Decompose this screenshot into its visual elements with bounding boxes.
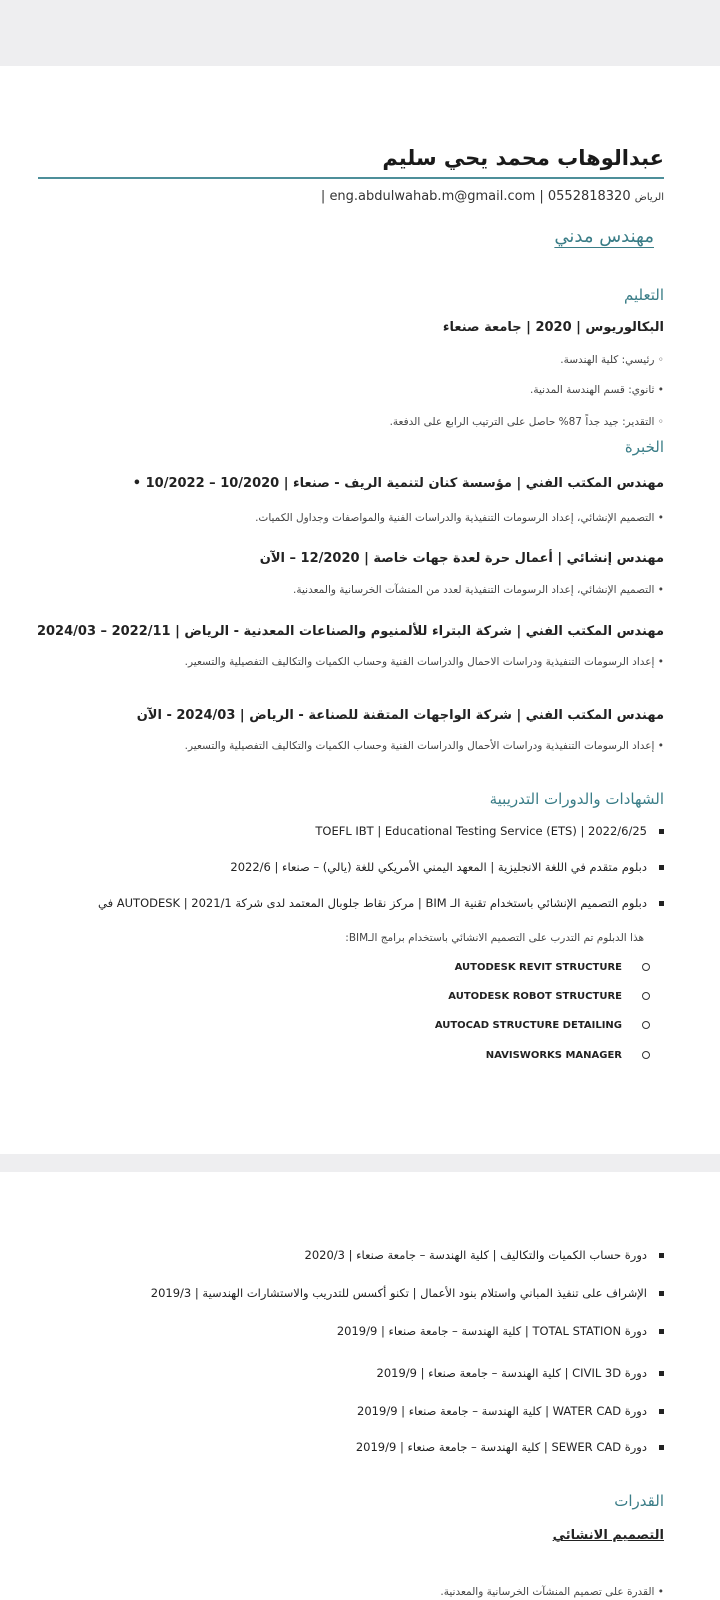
experience-job-title: مهندس المكتب الفني | شركة الواجهات المتقنة للصناعة - الرياض | 2024/03 - الآن: [136, 708, 664, 723]
software-item: NAVISWORKS MANAGER: [486, 1050, 650, 1061]
experience-job-title: مهندس المكتب الفني | شركة البتراء للألمنيوم والصناعات المعدنية - الرياض | 2022/11 – 2024/03: [36, 624, 664, 639]
certification-item: TOEFL IBT | Educational Testing Service (ETS) | 2022/6/25: [315, 824, 664, 838]
circle-bullet-icon: [642, 992, 650, 1000]
circle-bullet-icon: [642, 1021, 650, 1029]
certification-item: دبلوم التصميم الإنشائي باستخدام تقنية الـ BIM | مركز نقاط جلوبال المعتمد لدى شركة AUTODESK | 2021/1 في: [98, 896, 664, 910]
skills-subheading: التصميم الانشائي: [552, 1528, 664, 1543]
square-bullet-icon: [659, 865, 664, 870]
skills-line: • القدرة على تصميم المنشآت الخرسانية والمعدنية.: [440, 1586, 664, 1598]
square-bullet-icon: [659, 1291, 664, 1296]
square-bullet-icon: [659, 1445, 664, 1450]
education-line-grade: ◦ التقدير: جيد جداً 87% حاصل على الترتيب الرابع على الدفعة.: [389, 416, 664, 428]
header-divider: [38, 177, 664, 179]
course-item: دورة TOTAL STATION | كلية الهندسة – جامعة صنعاء | 2019/9: [337, 1324, 664, 1338]
software-item: AUTODESK ROBOT STRUCTURE: [448, 991, 650, 1002]
candidate-name: عبدالوهاب محمد يحي سليم: [382, 146, 664, 170]
experience-job-desc: • التصميم الإنشائي، إعداد الرسومات التنفيذية لعدد من المنشآت الخرسانية والمعدنية.: [293, 584, 664, 596]
software-item: AUTOCAD STRUCTURE DETAILING: [435, 1020, 650, 1031]
certification-item: دبلوم متقدم في اللغة الانجليزية | المعهد اليمني الأمريكي للغة (يالي) – صنعاء | 2022/6: [230, 860, 664, 874]
skills-heading: القدرات: [614, 1492, 664, 1510]
document-page-1: [0, 66, 720, 1154]
square-bullet-icon: [659, 1371, 664, 1376]
course-item: دورة حساب الكميات والتكاليف | كلية الهندسة – جامعة صنعاء | 2020/3: [305, 1248, 665, 1262]
circle-bullet-icon: [642, 963, 650, 971]
contact-line: [321, 189, 664, 204]
education-degree: البكالوريوس | 2020 | جامعة صنعاء: [442, 320, 664, 335]
experience-job-title: مهندس إنشائي | أعمال حرة لعدة جهات خاصة | 12/2020 – الآن: [259, 551, 664, 566]
diploma-note: هذا الدبلوم تم التدرب على التصميم الانشائي باستخدام برامج الـBIM:: [345, 932, 644, 944]
contact-city: الرياض: [634, 192, 664, 203]
education-line-major: ◦ رئيسي: كلية الهندسة.: [560, 354, 664, 366]
square-bullet-icon: [659, 1329, 664, 1334]
course-item: الإشراف على تنفيذ المباني واستلام بنود الأعمال | تكنو أكسس للتدريب والاستشارات الهندسية | 2019/3: [151, 1286, 664, 1300]
experience-job-desc: • التصميم الإنشائي، إعداد الرسومات التنفيذية والدراسات الفنية والمواصفات وجداول الكميات.: [255, 512, 664, 524]
experience-job-title: مهندس المكتب الفني | مؤسسة كنان لتنمية الريف - صنعاء | 10/2020 – 10/2022 •: [132, 476, 664, 491]
job-title: مهندس مدني: [554, 226, 654, 247]
education-line-minor: • ثانوي: قسم الهندسة المدنية.: [530, 384, 664, 396]
experience-job-desc: • إعداد الرسومات التنفيذية ودراسات الأحمال والدراسات الفنية وحساب الكميات والتكاليف التفصيلية والتسعير.: [184, 740, 664, 752]
square-bullet-icon: [659, 901, 664, 906]
square-bullet-icon: [659, 1253, 664, 1258]
square-bullet-icon: [659, 829, 664, 834]
course-item: دورة SEWER CAD | كلية الهندسة – جامعة صنعاء | 2019/9: [356, 1440, 664, 1454]
circle-bullet-icon: [642, 1051, 650, 1059]
certifications-heading: الشهادات والدورات التدريبية: [489, 790, 664, 808]
course-item: دورة CIVIL 3D | كلية الهندسة – جامعة صنعاء | 2019/9: [377, 1366, 664, 1380]
experience-job-desc: • إعداد الرسومات التنفيذية ودراسات الاحمال والدراسات الفنية وحساب الكميات والتكاليف التفصيلية والتسعير.: [184, 656, 664, 668]
experience-heading: الخبرة: [624, 438, 664, 456]
course-item: دورة WATER CAD | كلية الهندسة – جامعة صنعاء | 2019/9: [357, 1404, 664, 1418]
software-item: AUTODESK REVIT STRUCTURE: [455, 962, 650, 973]
contact-details: eng.abdulwahab.m@gmail.com | 0552818320 |: [320, 189, 631, 204]
document-page-2: [0, 1172, 720, 1600]
square-bullet-icon: [659, 1409, 664, 1414]
education-heading: التعليم: [624, 286, 664, 304]
